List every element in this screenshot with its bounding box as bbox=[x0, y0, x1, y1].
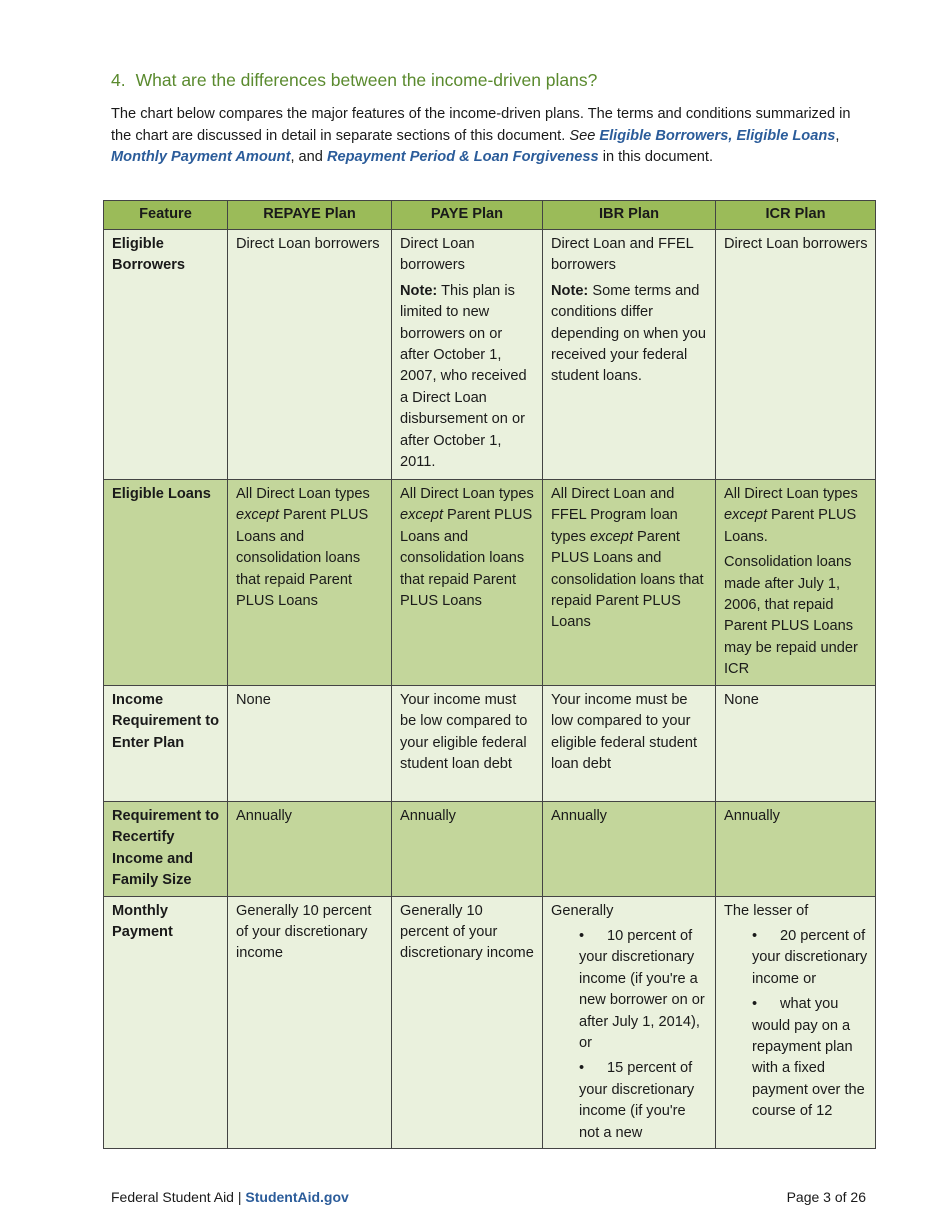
cell-text: Parent PLUS Loans and consolidation loans that repaid Parent PLUS Loans bbox=[236, 507, 369, 610]
feature-cell: Eligible Borrowers bbox=[104, 230, 228, 480]
section-title: What are the differences between the income-driven plans? bbox=[135, 70, 598, 90]
footer-org-text: Federal Student Aid | bbox=[111, 1189, 246, 1205]
paye-text: Direct Loan borrowers bbox=[400, 236, 475, 274]
note-label: Note: bbox=[400, 282, 438, 299]
icr-intro: The lesser of bbox=[724, 902, 809, 919]
intro-sep-3: , and bbox=[290, 149, 327, 166]
icr-bullet-list bbox=[724, 926, 868, 1123]
feature-cell: Monthly Payment bbox=[104, 896, 228, 1148]
paye-cell bbox=[392, 480, 543, 686]
ibr-cell: Your income must be low compared to your eligible federal student loan debt bbox=[543, 686, 716, 802]
list-item bbox=[579, 926, 708, 1054]
table-header-row bbox=[104, 201, 876, 230]
intro-see: See bbox=[569, 127, 596, 144]
bullet-text: • what you would pay on a repayment plan with a fixed payment over the course of 12 bbox=[752, 996, 865, 1120]
repaye-cell: Generally 10 percent of your discretionary income bbox=[228, 896, 392, 1148]
ibr-note bbox=[551, 281, 708, 388]
cell-text: Parent PLUS Loans. bbox=[724, 507, 857, 545]
repaye-cell: Direct Loan borrowers bbox=[228, 230, 392, 480]
paye-cell: Your income must be low compared to your eligible federal student loan debt bbox=[392, 686, 543, 802]
row-monthly-payment bbox=[104, 896, 876, 1148]
repaye-cell: Annually bbox=[228, 802, 392, 897]
feature-cell: Income Requirement to Enter Plan bbox=[104, 686, 228, 802]
cell-text: Parent PLUS Loans and consolidation loans that repaid Parent PLUS Loans bbox=[400, 507, 533, 610]
intro-text-end: in this document. bbox=[598, 149, 714, 166]
cell-text: All Direct Loan and FFEL Program loan types bbox=[551, 486, 678, 545]
feature-cell: Eligible Loans bbox=[104, 480, 228, 686]
except-text: except bbox=[589, 528, 633, 545]
bullet-text: • 20 percent of your discretionary income or bbox=[752, 928, 868, 987]
cell-text: All Direct Loan types bbox=[236, 486, 370, 502]
ibr-intro: Generally bbox=[551, 902, 614, 919]
list-item bbox=[752, 926, 868, 990]
icr-text-2: Consolidation loans made after July 1, 2006, that repaid Parent PLUS Loans may be repaid under ICR bbox=[724, 554, 858, 678]
comparison-table bbox=[103, 200, 876, 1149]
icr-cell: Annually bbox=[716, 802, 876, 897]
ibr-bullet-list bbox=[551, 926, 708, 1144]
icr-text bbox=[724, 484, 868, 548]
link-eligible-borrowers[interactable]: Eligible Borrowers bbox=[599, 127, 729, 144]
bullet-text: • 15 percent of your discretionary income (if you're not a new bbox=[579, 1060, 695, 1141]
except-text: except bbox=[236, 507, 279, 524]
header-ibr: IBR Plan bbox=[543, 201, 716, 230]
header-feature: Feature bbox=[104, 201, 228, 230]
except-text: except bbox=[400, 507, 443, 524]
bullet-text: • 10 percent of your discretionary income (if you're a new borrower on or after July 1, 2014), or bbox=[579, 928, 705, 1052]
paye-note bbox=[400, 281, 535, 474]
icr-cell: Direct Loan borrowers bbox=[716, 230, 876, 480]
section-heading bbox=[111, 70, 597, 91]
list-item bbox=[579, 1058, 708, 1144]
paye-cell bbox=[392, 230, 543, 480]
repaye-cell bbox=[228, 480, 392, 686]
icr-cell bbox=[716, 480, 876, 686]
ibr-cell bbox=[543, 230, 716, 480]
ibr-cell bbox=[543, 480, 716, 686]
cell-text: All Direct Loan types bbox=[400, 486, 534, 502]
footer-site-link[interactable]: StudentAid.gov bbox=[245, 1189, 349, 1205]
paye-cell: Generally 10 percent of your discretionary income bbox=[392, 896, 543, 1148]
ibr-cell bbox=[543, 896, 716, 1148]
cell-text: Parent PLUS Loans and consolidation loans that repaid Parent PLUS Loans bbox=[551, 528, 704, 631]
page-number: Page 3 of 26 bbox=[786, 1189, 866, 1205]
row-recertify bbox=[104, 802, 876, 897]
feature-cell: Requirement to Recertify Income and Family Size bbox=[104, 802, 228, 897]
note-text: This plan is limited to new borrowers on or after October 1, 2007, who received a Direct Loan disbursement on or after October 1, 2011. bbox=[400, 282, 527, 471]
link-repayment-period-forgiveness[interactable]: Repayment Period & Loan Forgiveness bbox=[326, 149, 599, 166]
intro-paragraph bbox=[111, 104, 861, 169]
except-text: except bbox=[724, 507, 767, 524]
intro-sep-2: , bbox=[835, 127, 840, 144]
section-number: 4. bbox=[111, 70, 126, 90]
ibr-text: Direct Loan and FFEL borrowers bbox=[551, 236, 694, 274]
intro-text: The chart below compares the major features of the income-driven plans. The terms and conditions summarized in the chart are discussed in detail in separate sections of this document. bbox=[111, 106, 851, 144]
intro-sep-1: , bbox=[728, 127, 737, 144]
row-eligible-borrowers bbox=[104, 230, 876, 480]
row-income-requirement bbox=[104, 686, 876, 802]
header-paye: PAYE Plan bbox=[392, 201, 543, 230]
note-text: Some terms and conditions differ depending on when you received your federal student loans. bbox=[551, 282, 706, 385]
link-eligible-loans[interactable]: Eligible Loans bbox=[736, 127, 836, 144]
icr-cell bbox=[716, 896, 876, 1148]
paye-cell: Annually bbox=[392, 802, 543, 897]
header-icr: ICR Plan bbox=[716, 201, 876, 230]
icr-cell: None bbox=[716, 686, 876, 802]
list-item bbox=[752, 994, 868, 1122]
row-eligible-loans bbox=[104, 480, 876, 686]
header-repaye: REPAYE Plan bbox=[228, 201, 392, 230]
repaye-cell: None bbox=[228, 686, 392, 802]
ibr-cell: Annually bbox=[543, 802, 716, 897]
cell-text: All Direct Loan types bbox=[724, 486, 858, 502]
note-label: Note: bbox=[551, 282, 589, 299]
link-monthly-payment-amount[interactable]: Monthly Payment Amount bbox=[111, 149, 291, 166]
footer-org bbox=[111, 1189, 349, 1205]
